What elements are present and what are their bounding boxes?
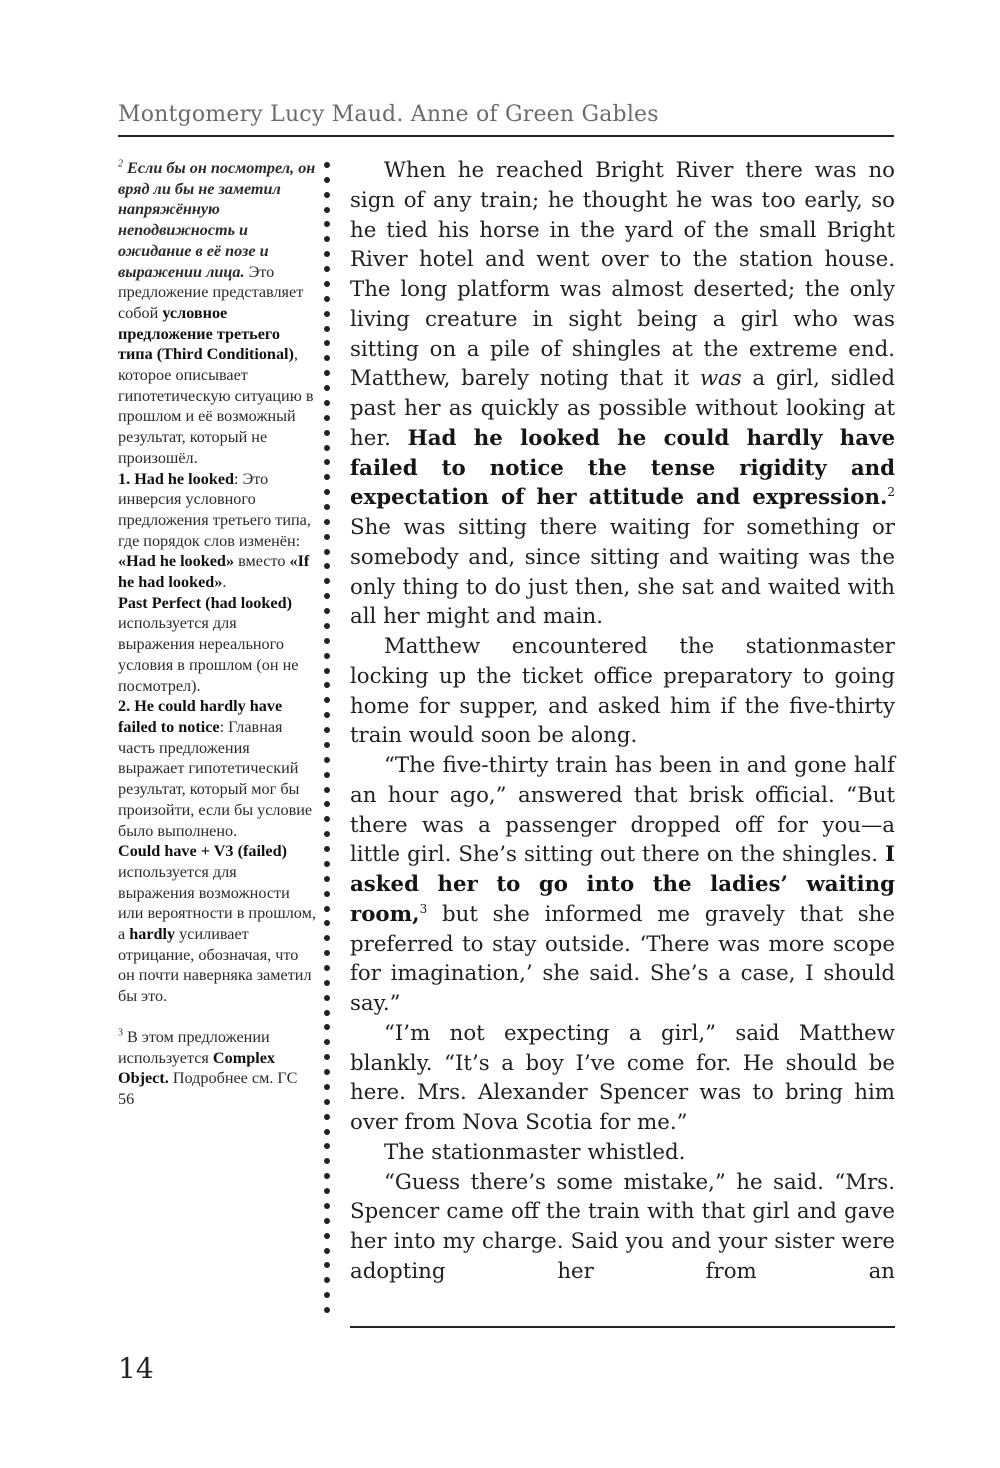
separator-dot (324, 236, 330, 242)
separator-dot (324, 1054, 330, 1060)
separator-dot (324, 534, 330, 540)
point1-past-perfect: Past Perfect (had looked) (118, 593, 292, 612)
footnote-3-bold: Complex Object. (118, 1048, 275, 1088)
separator-dot (324, 578, 330, 584)
separator-dot (324, 430, 330, 436)
p1-italic: was (699, 366, 742, 392)
separator-dot (324, 1024, 330, 1030)
point1-colon: : (234, 469, 239, 488)
separator-dot (324, 415, 330, 421)
point2-text2: используется для выражения возможности или вероятности в прошлом, а (118, 862, 316, 944)
point1-title: 1. Had he looked (118, 469, 235, 488)
separator-dot (324, 1233, 330, 1239)
footnote-2-intro: Это предложение представляет собой (118, 262, 304, 322)
point1-past-perfect-text: используется для выражения нереального условия в прошлом (он не посмотрел). (118, 614, 299, 695)
bottom-divider (350, 1326, 895, 1328)
p3-text-b: but she informed me gravely that she preferred to stay outside. ‘There was more scope for imagination,’ she said. She’s a case, I should say.” (350, 901, 895, 1016)
separator-dot (324, 727, 330, 733)
point2-colon: : (219, 717, 225, 736)
separator-dot (324, 668, 330, 674)
separator-dot (324, 489, 330, 495)
separator-dot (324, 861, 330, 867)
separator-dot (324, 831, 330, 837)
point1-period: . (222, 573, 227, 592)
separator-dot (324, 623, 330, 629)
separator-dot (324, 1203, 330, 1209)
p3-bold: I asked her to go into the ladies’ waiting room, (350, 842, 895, 927)
separator-dot (324, 1129, 330, 1135)
paragraph-6: “Guess there’s some mistake,” he said. “Mrs. Spencer came off the train with that girl and gave her into my charge. Said you and your sister were adopting her from an (350, 1169, 895, 1284)
separator-dot (324, 1069, 330, 1075)
separator-dot (324, 906, 330, 912)
separator-dot (324, 653, 330, 659)
footnote-2-translation: Если бы он посмотрел, он вряд ли бы не заметил напряжённую неподвижность и ожидание в её позе и выражении лица. (118, 159, 316, 281)
point2-text: Главная часть предложения выражает гипотетический результат, который мог бы произойти, если бы условие было выполнено. (118, 717, 313, 840)
point1-text: Это инверсия условного предложения третьего типа, где порядок слов изменён: (118, 469, 311, 550)
paragraph-2: Matthew encountered the stationmaster locking up the ticket office preparatory to going home for supper, and asked him if the five-thirty train would soon be along. (350, 634, 895, 749)
separator-dot (324, 549, 330, 555)
margin-notes (118, 158, 316, 1110)
separator-dot (324, 980, 330, 986)
header-divider (118, 135, 894, 137)
footnote-2-intro-bold: условное предложение третьего типа (Third Conditional) (118, 303, 294, 364)
separator-dot (324, 311, 330, 317)
separator-dot (324, 757, 330, 763)
separator-dot (324, 682, 330, 688)
separator-dot (324, 326, 330, 332)
footnote-3 (118, 1027, 316, 1110)
separator-dot (324, 1084, 330, 1090)
point2-hardly: hardly (129, 925, 176, 944)
separator-dot (324, 221, 330, 227)
p1-text-c: She was sitting there waiting for something or somebody and, since sitting and waiting was the only thing to do just then, she sat and waited with all her might and main. (350, 515, 895, 630)
point1-quote2: «If he had looked» (118, 552, 310, 592)
page-number: 14 (118, 1352, 154, 1385)
footnote-2 (118, 158, 316, 1007)
paragraph-1 (350, 156, 895, 632)
separator-dot (324, 712, 330, 718)
separator-dot (324, 1099, 330, 1105)
separator-dot (324, 251, 330, 257)
separator-dot (324, 787, 330, 793)
separator-dot (324, 400, 330, 406)
separator-dot (324, 1292, 330, 1298)
separator-dot (324, 950, 330, 956)
separator-dot (324, 772, 330, 778)
separator-dot (324, 1307, 330, 1313)
separator-dot (324, 563, 330, 569)
p1-text-a: When he reached Bright River there was no sign of any train; he thought he was too early, so he tied his horse in the yard of the small Bright River hotel and went over to the station house. The long platform was almost deserted; the only living creature in sight being a girl who was sitting on a pile of shingles at the extreme end. Matthew, barely noting that it (350, 158, 895, 392)
separator-dot (324, 192, 330, 198)
footnote-ref-3[interactable]: 3 (419, 901, 428, 916)
point2-could-have: Could have + V3 (failed) (118, 842, 288, 861)
separator-dot (324, 816, 330, 822)
separator-dot (324, 281, 330, 287)
footnote-3-text: В этом предложении используется (118, 1027, 270, 1067)
separator-dot (324, 920, 330, 926)
separator-dot (324, 1114, 330, 1120)
separator-dot (324, 1218, 330, 1224)
separator-dot (324, 296, 330, 302)
separator-dot (324, 1248, 330, 1254)
separator-dot (324, 697, 330, 703)
separator-dot (324, 459, 330, 465)
separator-dot (324, 935, 330, 941)
footnote-2-intro-rest: , которое описывает гипотетическую ситуацию в прошлом и её возможный результат, который не произошёл. (118, 345, 314, 467)
separator-dot (324, 638, 330, 644)
separator-dot (324, 608, 330, 614)
separator-dot (324, 519, 330, 525)
separator-dot (324, 1039, 330, 1045)
separator-dot (324, 593, 330, 599)
separator-dot (324, 1188, 330, 1194)
separator-dot (324, 1143, 330, 1149)
separator-dot (324, 474, 330, 480)
separator-dot (324, 995, 330, 1001)
dotted-column-separator (324, 158, 334, 1318)
separator-dot (324, 162, 330, 168)
separator-dot (324, 504, 330, 510)
separator-dot (324, 876, 330, 882)
footnote-ref-2[interactable]: 2 (887, 485, 895, 500)
separator-dot (324, 846, 330, 852)
separator-dot (324, 891, 330, 897)
separator-dot (324, 1158, 330, 1164)
separator-dot (324, 207, 330, 213)
separator-dot (324, 355, 330, 361)
separator-dot (324, 445, 330, 451)
footnote-2-marker: 2 (118, 158, 123, 170)
footnote-3-after: Подробнее см. ГС 56 (118, 1069, 298, 1108)
paragraph-4: “I’m not expecting a girl,” said Matthew blankly. “It’s a boy I’ve come for. He should be here. Mrs. Alexander Spencer was to bring him over from Nova Scotia for me.” (350, 1020, 895, 1135)
main-text (350, 156, 895, 1287)
separator-dot (324, 1277, 330, 1283)
point2-text3: усиливает отрицание, обозначая, что он почти наверняка заметил бы это. (118, 925, 312, 1006)
point1-quote1: «Had he looked» (118, 552, 235, 571)
separator-dot (324, 965, 330, 971)
point1-instead: вместо (234, 552, 290, 571)
separator-dot (324, 1010, 330, 1016)
separator-dot (324, 340, 330, 346)
p1-bold-sentence: Had he looked he could hardly have failed to notice the tense rigidity and expectation of her attitude and expression. (350, 425, 895, 511)
footnote-3-marker: 3 (118, 1027, 123, 1039)
separator-dot (324, 266, 330, 272)
running-header: Montgomery Lucy Maud. Anne of Green Gables (118, 102, 659, 127)
separator-dot (324, 801, 330, 807)
paragraph-5: The stationmaster whistled. (384, 1139, 686, 1165)
p3-text-a: “The five-thirty train has been in and gone half an hour ago,” answered that brisk official. “But there was a passenger dropped off for you—a little girl. She’s sitting out there on the shingles. (350, 753, 895, 868)
separator-dot (324, 742, 330, 748)
p1-text-b: a girl, sidled past her as quickly as possible without looking at her. (350, 366, 895, 451)
point2-title: 2. He could hardly have failed to notice (118, 697, 283, 736)
separator-dot (324, 1173, 330, 1179)
separator-dot (324, 1262, 330, 1268)
separator-dot (324, 177, 330, 183)
separator-dot (324, 370, 330, 376)
separator-dot (324, 385, 330, 391)
paragraph-3 (350, 751, 895, 1019)
